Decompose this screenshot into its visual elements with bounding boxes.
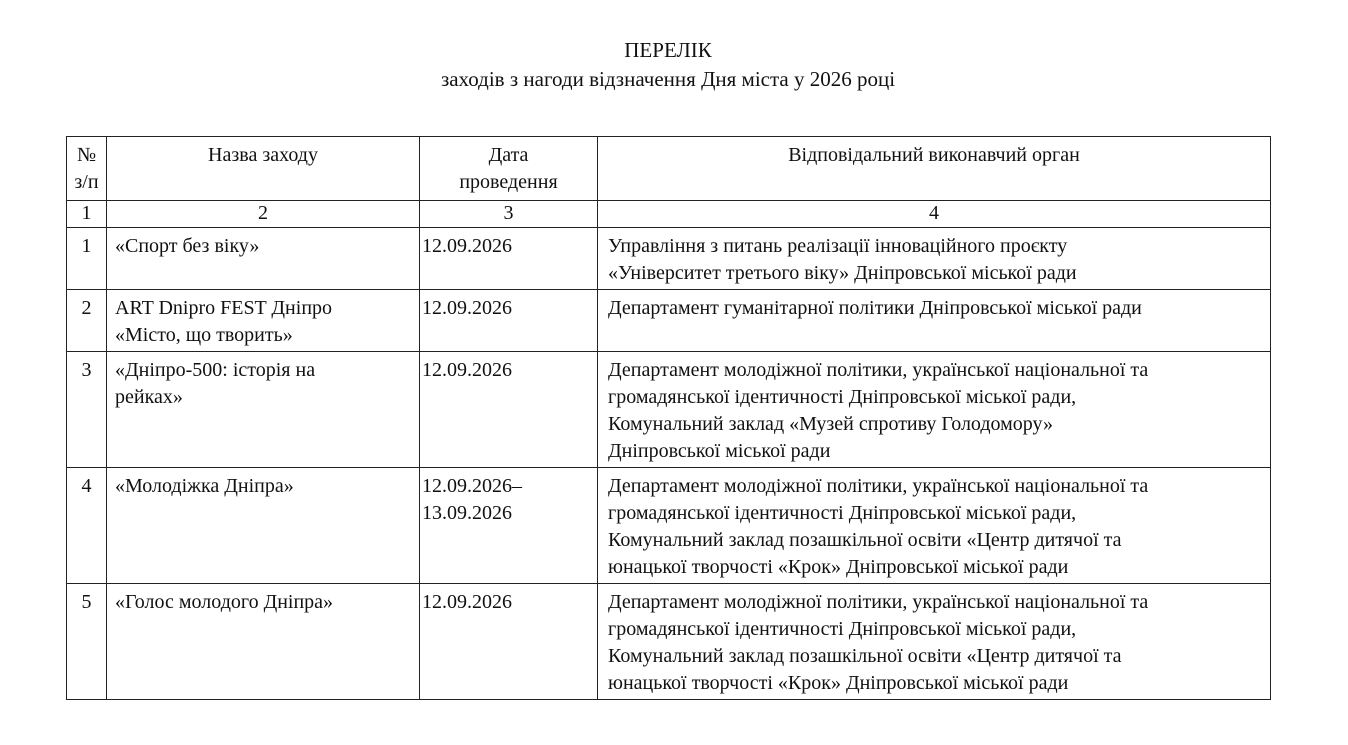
row-number: 3 (67, 352, 107, 468)
column-number-3: 3 (420, 201, 598, 228)
row-number: 1 (67, 228, 107, 290)
responsible-body-line: Департамент молодіжної політики, української національної та (608, 475, 1149, 497)
header-date-line1: Дата (488, 144, 529, 166)
row-number: 5 (67, 584, 107, 700)
responsible-body-line: Дніпровської міської ради (608, 440, 831, 462)
event-name-line: «Спорт без віку» (115, 235, 260, 257)
event-name-cell (107, 352, 420, 468)
responsible-body-line: Управління з питань реалізації інноваційного проєкту (608, 235, 1068, 257)
event-date-line: 12.09.2026 (422, 235, 512, 257)
event-date-line: 13.09.2026 (422, 502, 512, 524)
event-date-cell (420, 352, 598, 468)
responsible-body-line: Департамент молодіжної політики, української національної та (608, 591, 1149, 613)
row-number: 4 (67, 468, 107, 584)
column-number-row (67, 201, 1271, 228)
table-row (67, 290, 1271, 352)
responsible-body-cell (598, 228, 1271, 290)
responsible-body-line: Комунальний заклад «Музей спротиву Голодомору» (608, 413, 1054, 435)
header-num (67, 137, 107, 201)
event-date-line: 12.09.2026 (422, 359, 512, 381)
responsible-body-line: Департамент молодіжної політики, української національної та (608, 359, 1149, 381)
event-name-line: «Голос молодого Дніпра» (115, 591, 334, 613)
header-name: Назва заходу (107, 137, 420, 201)
table-row (67, 228, 1271, 290)
responsible-body-line: громадянської ідентичності Дніпровської міської ради, (608, 386, 1077, 408)
responsible-body-line: громадянської ідентичності Дніпровської міської ради, (608, 502, 1077, 524)
event-name-line: ART Dnipro FEST Дніпро (115, 297, 333, 319)
event-name-line: рейках» (115, 386, 183, 408)
event-date-cell (420, 584, 598, 700)
table-row (67, 468, 1271, 584)
header-org: Відповідальний виконавчий орган (598, 137, 1271, 201)
event-date-line: 12.09.2026 (422, 297, 512, 319)
event-name-line: «Молодіжка Дніпра» (115, 475, 294, 497)
header-date-line2: проведення (459, 171, 558, 193)
responsible-body-line: юнацької творчості «Крок» Дніпровської міської ради (608, 672, 1069, 694)
event-date-line: 12.09.2026– (422, 475, 522, 497)
table-row (67, 584, 1271, 700)
responsible-body-line: громадянської ідентичності Дніпровської міської ради, (608, 618, 1077, 640)
responsible-body-cell (598, 584, 1271, 700)
event-name-cell (107, 468, 420, 584)
event-name-cell (107, 228, 420, 290)
responsible-body-line: Комунальний заклад позашкільної освіти «Центр дитячої та (608, 645, 1122, 667)
event-date-cell (420, 228, 598, 290)
event-name-cell (107, 290, 420, 352)
column-number-4: 4 (598, 201, 1271, 228)
header-num-line2: з/п (74, 171, 99, 193)
title-subheading: заходів з нагоди відзначення Дня міста у 2026 році (440, 67, 896, 91)
event-date-cell (420, 290, 598, 352)
responsible-body-cell (598, 352, 1271, 468)
row-number: 2 (67, 290, 107, 352)
event-name-line: «Дніпро-500: історія на (115, 359, 316, 381)
event-date-cell (420, 468, 598, 584)
responsible-body-line: Комунальний заклад позашкільної освіти «Центр дитячої та (608, 529, 1122, 551)
column-number-2: 2 (107, 201, 420, 228)
column-number-1: 1 (67, 201, 107, 228)
events-table (66, 136, 1271, 700)
event-name-cell (107, 584, 420, 700)
title-heading: ПЕРЕЛІК (624, 38, 712, 62)
table-body (67, 228, 1271, 700)
responsible-body-cell (598, 468, 1271, 584)
header-num-line1: № (76, 144, 97, 166)
responsible-body-line: «Університет третього віку» Дніпровської міської ради (608, 262, 1077, 284)
table-header (67, 137, 1271, 201)
responsible-body-line: Департамент гуманітарної політики Дніпровської міської ради (608, 297, 1142, 319)
document-title (0, 36, 1336, 94)
responsible-body-cell (598, 290, 1271, 352)
header-date (420, 137, 598, 201)
event-name-line: «Місто, що творить» (115, 324, 293, 346)
responsible-body-line: юнацької творчості «Крок» Дніпровської міської ради (608, 556, 1069, 578)
event-date-line: 12.09.2026 (422, 591, 512, 613)
table-row (67, 352, 1271, 468)
